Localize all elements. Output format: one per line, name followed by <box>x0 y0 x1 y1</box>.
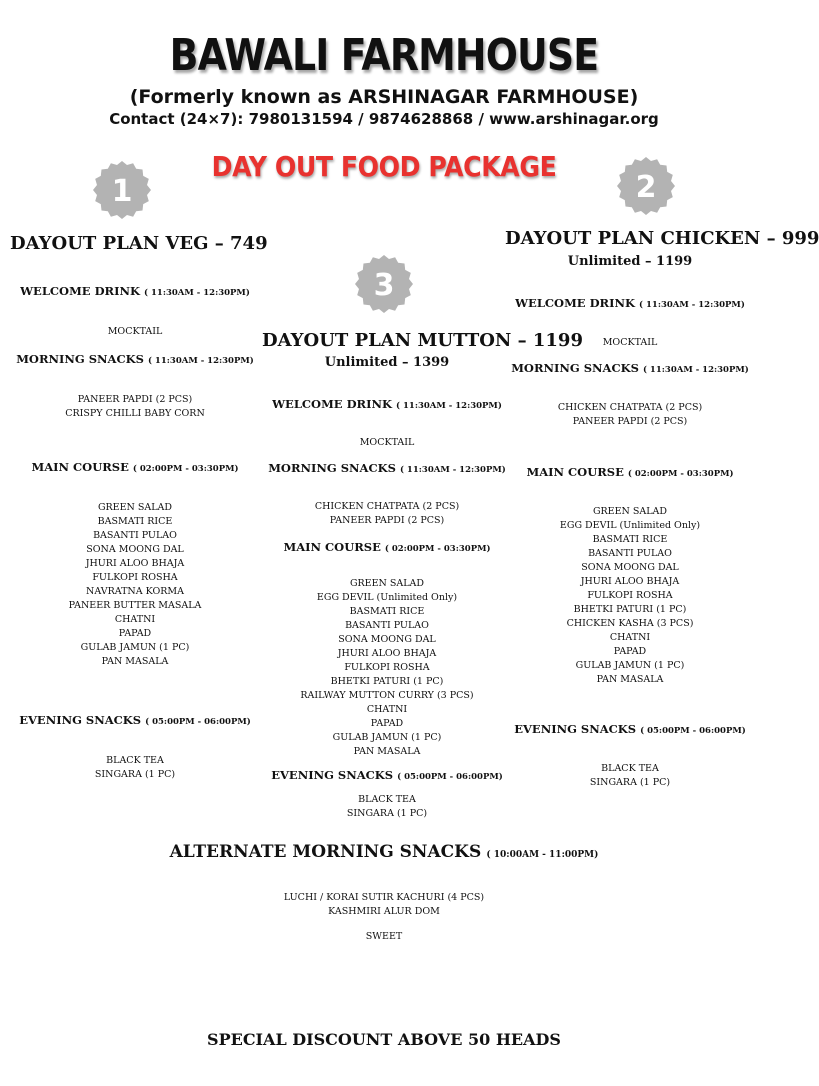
menu-item: PAPAD <box>613 646 647 657</box>
menu-item: GREEN SALAD <box>349 578 425 589</box>
section-label: EVENING SNACKS <box>514 722 637 736</box>
alternate-snacks-heading <box>134 842 634 862</box>
alternate-sweet: SWEET <box>365 931 403 942</box>
menu-item: CHICKEN CHATPATA (2 PCS) <box>557 402 703 413</box>
section-time: ( 05:00PM - 06:00PM) <box>397 772 503 782</box>
plan-chicken-snacks-heading <box>505 361 755 375</box>
plan-mutton-snacks-items <box>262 500 512 528</box>
plan-mutton-evening-heading <box>262 768 512 782</box>
menu-item: FULKOPI ROSHA <box>587 590 673 601</box>
seal-badge-icon <box>354 254 414 314</box>
plan-veg-snacks-items <box>10 393 260 421</box>
menu-item: PAPAD <box>118 628 152 639</box>
section-time: ( 11:30AM - 12:30PM) <box>147 356 254 366</box>
section-label: EVENING SNACKS <box>271 768 394 782</box>
menu-item: GREEN SALAD <box>97 502 173 513</box>
plan-mutton-main-heading <box>262 540 512 554</box>
seal-badge-icon <box>616 156 676 216</box>
menu-item: GREEN SALAD <box>592 506 668 517</box>
menu-item: GULAB JAMUN (1 PC) <box>332 732 442 743</box>
section-time: ( 02:00PM - 03:30PM) <box>627 469 734 479</box>
alternate-snacks-items <box>134 891 634 919</box>
menu-item: PAN MASALA <box>101 656 169 667</box>
menu-item: PANEER BUTTER MASALA <box>68 600 202 611</box>
menu-item: BHETKI PATURI (1 PC) <box>330 676 444 687</box>
contact-info: Contact (24×7): 7980131594 / 9874628868 / www.arshinagar.org <box>109 110 659 128</box>
menu-item: PANEER PAPDI (2 PCS) <box>329 515 445 526</box>
plan-mutton-main-items <box>262 577 512 759</box>
menu-item: CHATNI <box>366 704 408 715</box>
plan-chicken-main-heading <box>505 465 755 479</box>
badge-1 <box>92 160 152 220</box>
plan-mutton-title: DAYOUT PLAN MUTTON – 1199 <box>262 330 583 351</box>
section-time: ( 11:30AM - 12:30PM) <box>399 465 506 475</box>
menu-item: BLACK TEA <box>601 763 659 774</box>
menu-item: PAN MASALA <box>353 746 421 757</box>
plan-mutton-snacks-heading <box>262 461 512 475</box>
package-banner: DAY OUT FOOD PACKAGE <box>211 150 557 183</box>
menu-item: PANEER PAPDI (2 PCS) <box>572 416 688 427</box>
menu-item: FULKOPI ROSHA <box>92 572 178 583</box>
former-name: (Formerly known as ARSHINAGAR FARMHOUSE) <box>129 86 639 108</box>
plan-veg-main-items <box>10 501 260 669</box>
menu-item: SINGARA (1 PC) <box>589 777 671 788</box>
plan-mutton-welcome-items <box>262 436 512 450</box>
section-time: ( 11:30AM - 12:30PM) <box>396 401 502 411</box>
section-time: ( 05:00PM - 06:00PM) <box>640 726 746 736</box>
menu-item: CRISPY CHILLI BABY CORN <box>65 408 205 419</box>
section-label: WELCOME DRINK <box>272 397 392 411</box>
menu-item: RAILWAY MUTTON CURRY (3 PCS) <box>300 690 474 701</box>
plan-chicken-snacks-items <box>505 401 755 429</box>
menu-item: CHICKEN KASHA (3 PCS) <box>566 618 694 629</box>
menu-item: BASMATI RICE <box>592 534 668 545</box>
menu-item: JHURI ALOO BHAJA <box>580 576 680 587</box>
menu-item: PAPAD <box>370 718 404 729</box>
section-label: MAIN COURSE <box>31 460 129 474</box>
section-label: MORNING SNACKS <box>511 361 639 375</box>
plan-mutton-welcome-heading <box>262 397 512 411</box>
plan-chicken-welcome-heading <box>505 296 755 310</box>
menu-item: CHATNI <box>609 632 651 643</box>
discount-note: SPECIAL DISCOUNT ABOVE 50 HEADS <box>207 1030 561 1049</box>
plan-veg-evening-items <box>10 754 260 782</box>
plan-chicken-evening-items <box>505 762 755 790</box>
plan-chicken-evening-heading <box>505 722 755 736</box>
section-label: EVENING SNACKS <box>19 713 142 727</box>
menu-item: PANEER PAPDI (2 PCS) <box>77 394 193 405</box>
section-label: MAIN COURSE <box>283 540 381 554</box>
plan-chicken-welcome-items <box>505 336 755 350</box>
plan-veg-welcome-heading <box>10 284 260 298</box>
plan-mutton-unlimited: Unlimited – 1399 <box>324 355 450 370</box>
menu-item: BASMATI RICE <box>349 606 425 617</box>
menu-item: KASHMIRI ALUR DOM <box>328 906 440 917</box>
plan-chicken-title: DAYOUT PLAN CHICKEN – 999 <box>505 228 819 249</box>
menu-item: BASANTI PULAO <box>93 530 177 541</box>
menu-item: BASANTI PULAO <box>345 620 429 631</box>
menu-item: SINGARA (1 PC) <box>346 808 428 819</box>
badge-2 <box>616 156 676 216</box>
section-time: ( 02:00PM - 03:30PM) <box>384 544 491 554</box>
page-title: BAWALI FARMHOUSE <box>169 30 599 81</box>
plan-veg-title: DAYOUT PLAN VEG – 749 <box>10 233 268 254</box>
section-time: ( 02:00PM - 03:30PM) <box>132 464 239 474</box>
menu-item: CHATNI <box>114 614 156 625</box>
plan-veg-welcome-items <box>10 325 260 339</box>
menu-item: FULKOPI ROSHA <box>344 662 430 673</box>
alternate-label: ALTERNATE MORNING SNACKS <box>169 842 482 862</box>
menu-item: SONA MOONG DAL <box>86 544 184 555</box>
plan-chicken-main-items <box>505 505 755 687</box>
section-label: WELCOME DRINK <box>20 284 140 298</box>
section-time: ( 11:30AM - 12:30PM) <box>144 288 250 298</box>
alternate-time: ( 10:00AM - 11:00PM) <box>486 850 599 860</box>
menu-item: GULAB JAMUN (1 PC) <box>80 642 190 653</box>
section-time: ( 05:00PM - 06:00PM) <box>145 717 251 727</box>
menu-item: NAVRATNA KORMA <box>86 586 184 597</box>
badge-3 <box>354 254 414 314</box>
menu-item: MOCKTAIL <box>107 326 163 337</box>
plan-veg-main-heading <box>10 460 260 474</box>
menu-item: EGG DEVIL (Unlimited Only) <box>316 592 458 603</box>
menu-item: PAN MASALA <box>596 674 664 685</box>
section-time: ( 11:30AM - 12:30PM) <box>639 300 745 310</box>
menu-item: BHETKI PATURI (1 PC) <box>573 604 687 615</box>
badge-number: 1 <box>111 174 133 209</box>
menu-item: BLACK TEA <box>358 794 416 805</box>
menu-item: JHURI ALOO BHAJA <box>337 648 437 659</box>
menu-item: MOCKTAIL <box>602 337 658 348</box>
menu-item: SINGARA (1 PC) <box>94 769 176 780</box>
menu-item: BASANTI PULAO <box>588 548 672 559</box>
section-label: MAIN COURSE <box>526 465 624 479</box>
section-time: ( 11:30AM - 12:30PM) <box>642 365 749 375</box>
menu-item: JHURI ALOO BHAJA <box>85 558 185 569</box>
menu-item: EGG DEVIL (Unlimited Only) <box>559 520 701 531</box>
menu-item: GULAB JAMUN (1 PC) <box>575 660 685 671</box>
menu-item: LUCHI / KORAI SUTIR KACHURI (4 PCS) <box>283 892 485 903</box>
section-label: MORNING SNACKS <box>268 461 396 475</box>
plan-chicken-unlimited: Unlimited – 1199 <box>567 254 693 269</box>
menu-item: CHICKEN CHATPATA (2 PCS) <box>314 501 460 512</box>
menu-item: BASMATI RICE <box>97 516 173 527</box>
plan-veg-snacks-heading <box>10 352 260 366</box>
section-label: WELCOME DRINK <box>515 296 635 310</box>
menu-item: SONA MOONG DAL <box>338 634 436 645</box>
menu-item: BLACK TEA <box>106 755 164 766</box>
section-label: MORNING SNACKS <box>16 352 144 366</box>
plan-mutton-evening-items <box>262 793 512 821</box>
menu-item: MOCKTAIL <box>359 437 415 448</box>
badge-number: 3 <box>373 268 395 303</box>
menu-item: SONA MOONG DAL <box>581 562 679 573</box>
badge-number: 2 <box>635 170 657 205</box>
plan-veg-evening-heading <box>10 713 260 727</box>
seal-badge-icon <box>92 160 152 220</box>
